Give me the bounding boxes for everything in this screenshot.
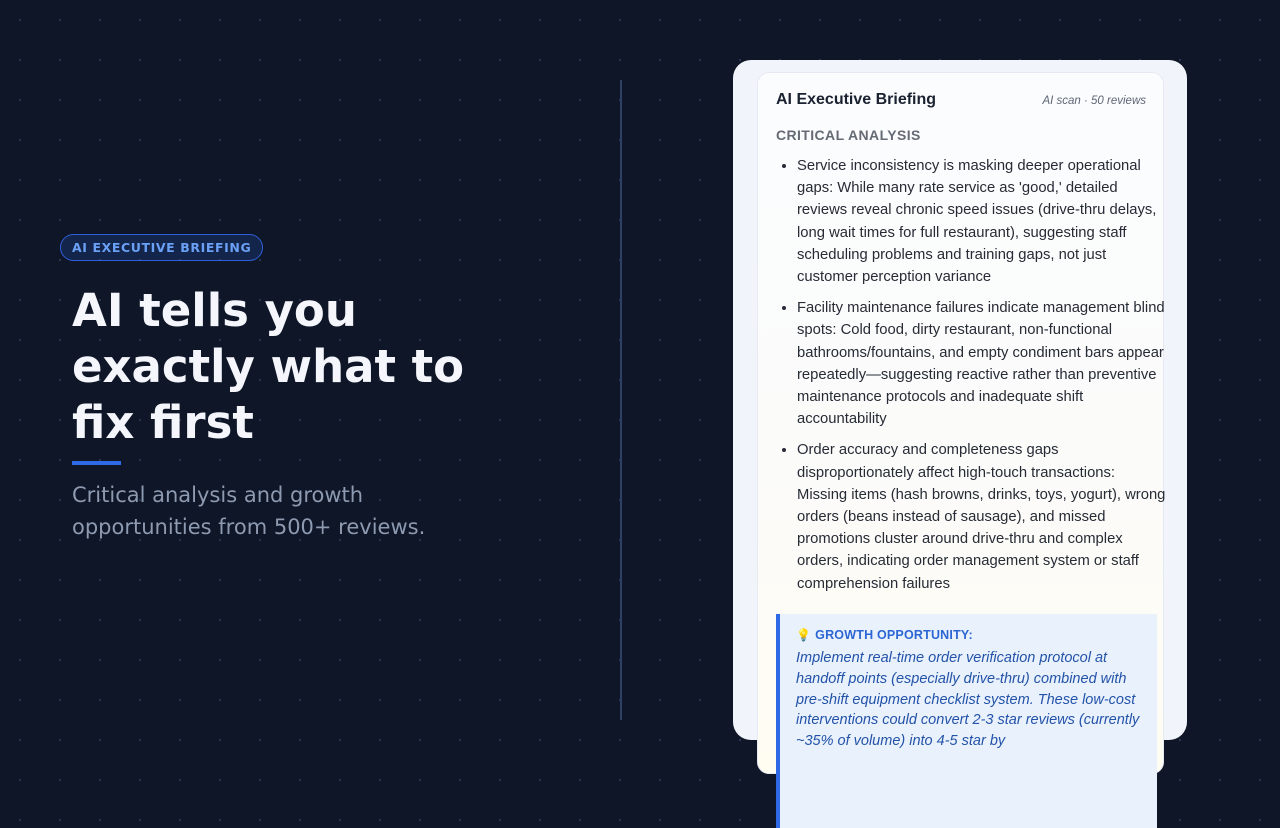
lightbulb-icon: 💡 <box>796 628 812 642</box>
hero-section <box>60 234 580 543</box>
scan-meta: AI scan · 50 reviews <box>1042 95 1146 107</box>
analysis-point: • Order accuracy and completeness gaps disproportionately affect high-touch transactions: Missing items (hash browns, drinks, toys, yogurt), wrong orders (beans instead of sausage), and missed promotions cluster around drive-thru and complex orders, indicating order management system or staff comprehension failures <box>797 439 1169 594</box>
card-header <box>776 91 1146 113</box>
briefing-card-frame <box>733 60 1187 750</box>
headline-accent-bar <box>72 461 121 465</box>
briefing-badge: AI EXECUTIVE BRIEFING <box>60 234 263 261</box>
growth-opportunity-label: GROWTH OPPORTUNITY: <box>815 628 973 642</box>
growth-opportunity-heading <box>796 628 1145 642</box>
analysis-point: • Service inconsistency is masking deeper operational gaps: While many rate service as 'good,' detailed reviews reveal chronic speed issues (drive-thru delays, long wait times for full restaurant), suggesting staff scheduling problems and training gaps, not just customer perception variance <box>797 155 1169 288</box>
growth-opportunity-box <box>776 614 1157 828</box>
section-label: CRITICAL ANALYSIS <box>776 127 921 143</box>
briefing-card <box>757 72 1164 774</box>
growth-opportunity-text: Implement real-time order verification protocol at handoff points (especially drive-thru) combined with pre-shift equipment checklist system. These low-cost interventions could convert 2-3 star reviews (currently ~35% of volume) into 4-5 star by <box>796 650 1140 750</box>
hero-headline: AI tells you exactly what to fix first <box>72 284 465 449</box>
card-title: AI Executive Briefing <box>776 91 937 108</box>
analysis-point: • Facility maintenance failures indicate management blind spots: Cold food, dirty restaurant, non-functional bathrooms/fountains, and empty condiment bars appear repeatedly—suggesting reactive rather than preventive maintenance protocols and inadequate shift accountability <box>797 297 1169 430</box>
analysis-list <box>776 155 1169 604</box>
hero-subheadline: Critical analysis and growth opportunities from 500+ reviews. <box>72 483 426 539</box>
vertical-divider <box>620 80 622 720</box>
